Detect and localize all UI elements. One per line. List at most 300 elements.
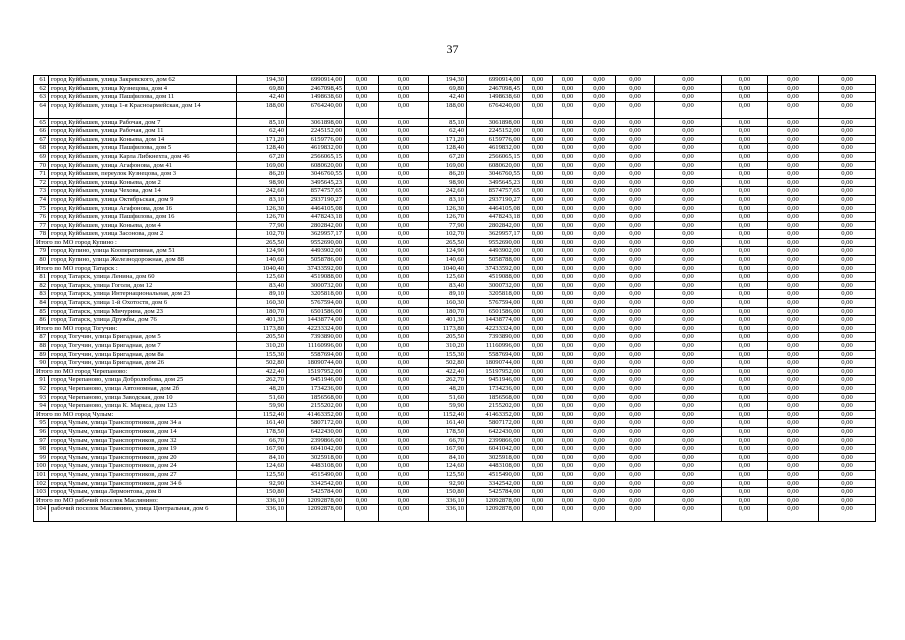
value-cell: 0,00: [345, 299, 379, 308]
row-number: 103: [34, 488, 49, 497]
value-cell: 0,00: [553, 316, 583, 325]
value-cell: 0,00: [616, 195, 655, 204]
value-cell: 0,00: [768, 84, 819, 93]
address-cell: город Тогучин, улица Бригадная, дом 7: [49, 342, 237, 351]
value-cell: 6501586,00: [287, 307, 345, 316]
value-cell: 0,00: [722, 247, 768, 256]
value-cell: 1040,40: [429, 264, 467, 273]
row-number: 66: [34, 127, 49, 136]
value-cell: 0,00: [819, 307, 876, 316]
address-cell: город Куйбышев, улица Засонова, дом 2: [49, 230, 237, 239]
value-cell: 0,00: [819, 436, 876, 445]
value-cell: 0,00: [345, 384, 379, 393]
value-cell: 6501586,00: [467, 307, 523, 316]
value-cell: 6422430,00: [287, 427, 345, 436]
value-cell: 0,00: [583, 256, 616, 265]
value-cell: 0,00: [379, 76, 429, 85]
value-cell: 85,10: [237, 118, 287, 127]
value-cell: 9552690,00: [467, 238, 523, 247]
value-cell: 0,00: [583, 350, 616, 359]
value-cell: 0,00: [379, 393, 429, 402]
row-number: 89: [34, 350, 49, 359]
value-cell: 0,00: [523, 273, 553, 282]
value-cell: 0,00: [722, 316, 768, 325]
value-cell: 0,00: [523, 324, 553, 333]
table-row: [34, 161, 876, 170]
address-cell: город Татарск, улица Гоголя, дом 12: [49, 281, 237, 290]
value-cell: 6764240,00: [467, 101, 523, 118]
value-cell: 0,00: [583, 152, 616, 161]
value-cell: 0,00: [768, 152, 819, 161]
value-cell: 0,00: [819, 238, 876, 247]
row-number: 65: [34, 118, 49, 127]
value-cell: 0,00: [616, 101, 655, 118]
value-cell: 0,00: [553, 127, 583, 136]
row-number: 72: [34, 178, 49, 187]
value-cell: 336,10: [237, 505, 287, 522]
value-cell: 0,00: [722, 178, 768, 187]
value-cell: 85,10: [429, 118, 467, 127]
value-cell: 2566065,15: [467, 152, 523, 161]
value-cell: 0,00: [379, 204, 429, 213]
value-cell: 2802842,00: [467, 221, 523, 230]
value-cell: 0,00: [655, 281, 722, 290]
value-cell: 6990914,00: [287, 76, 345, 85]
value-cell: 2467098,45: [287, 84, 345, 93]
value-cell: 59,90: [237, 402, 287, 411]
value-cell: 0,00: [616, 427, 655, 436]
value-cell: 0,00: [768, 359, 819, 368]
value-cell: 4478243,18: [467, 213, 523, 222]
value-cell: 4493902,00: [467, 247, 523, 256]
value-cell: 0,00: [768, 230, 819, 239]
value-cell: 0,00: [583, 496, 616, 505]
value-cell: 0,00: [819, 290, 876, 299]
value-cell: 0,00: [616, 445, 655, 454]
value-cell: 0,00: [616, 307, 655, 316]
address-cell: город Куйбышев, улица Карла Либкнехта, дом 46: [49, 152, 237, 161]
value-cell: 0,00: [583, 307, 616, 316]
value-cell: 0,00: [345, 479, 379, 488]
value-cell: 0,00: [655, 93, 722, 102]
value-cell: 262,70: [429, 376, 467, 385]
value-cell: 6422430,00: [467, 427, 523, 436]
value-cell: 5767594,00: [287, 299, 345, 308]
address-cell: город Купино, улица Железнодорожная, дом 88: [49, 256, 237, 265]
value-cell: 0,00: [616, 453, 655, 462]
value-cell: 0,00: [345, 178, 379, 187]
table-row: [34, 462, 876, 471]
value-cell: 0,00: [345, 204, 379, 213]
value-cell: 0,00: [345, 462, 379, 471]
value-cell: 0,00: [768, 118, 819, 127]
value-cell: 0,00: [379, 496, 429, 505]
row-number: 74: [34, 195, 49, 204]
total-label: Итого по МО город Чулым:: [34, 410, 237, 419]
value-cell: 0,00: [523, 453, 553, 462]
value-cell: 0,00: [616, 410, 655, 419]
value-cell: 14438774,00: [287, 316, 345, 325]
value-cell: 0,00: [379, 230, 429, 239]
value-cell: 0,00: [616, 290, 655, 299]
value-cell: 69,80: [237, 84, 287, 93]
value-cell: 0,00: [345, 221, 379, 230]
value-cell: 3061898,00: [287, 118, 345, 127]
value-cell: 4483108,00: [467, 462, 523, 471]
value-cell: 0,00: [379, 247, 429, 256]
value-cell: 0,00: [768, 402, 819, 411]
value-cell: 0,00: [345, 419, 379, 428]
value-cell: 0,00: [655, 161, 722, 170]
value-cell: 0,00: [768, 350, 819, 359]
row-number: 78: [34, 230, 49, 239]
row-number: 98: [34, 445, 49, 454]
value-cell: 0,00: [655, 436, 722, 445]
value-cell: 0,00: [819, 479, 876, 488]
value-cell: 0,00: [616, 359, 655, 368]
value-cell: 0,00: [722, 204, 768, 213]
value-cell: 0,00: [379, 195, 429, 204]
value-cell: 0,00: [523, 161, 553, 170]
value-cell: 0,00: [616, 367, 655, 376]
value-cell: 0,00: [819, 376, 876, 385]
value-cell: 336,10: [237, 496, 287, 505]
value-cell: 83,10: [237, 195, 287, 204]
table-row: [34, 93, 876, 102]
value-cell: 6080620,00: [467, 161, 523, 170]
value-cell: 4515490,00: [287, 470, 345, 479]
value-cell: 6041042,00: [287, 445, 345, 454]
value-cell: 0,00: [553, 273, 583, 282]
value-cell: 0,00: [819, 144, 876, 153]
value-cell: 0,00: [583, 204, 616, 213]
value-cell: 0,00: [345, 76, 379, 85]
value-cell: 1152,40: [237, 410, 287, 419]
row-number: 81: [34, 273, 49, 282]
value-cell: 1734236,00: [467, 384, 523, 393]
row-number: 71: [34, 170, 49, 179]
table-row: [34, 76, 876, 85]
value-cell: 0,00: [523, 470, 553, 479]
value-cell: 0,00: [345, 359, 379, 368]
value-cell: 0,00: [553, 359, 583, 368]
value-cell: 0,00: [819, 299, 876, 308]
value-cell: 83,40: [429, 281, 467, 290]
value-cell: 0,00: [553, 410, 583, 419]
value-cell: 3000732,00: [287, 281, 345, 290]
value-cell: 69,80: [429, 84, 467, 93]
value-cell: 0,00: [655, 453, 722, 462]
value-cell: 0,00: [345, 118, 379, 127]
value-cell: 0,00: [553, 247, 583, 256]
value-cell: 0,00: [655, 445, 722, 454]
total-label: Итого по МО город Татарск :: [34, 264, 237, 273]
row-number: 61: [34, 76, 49, 85]
value-cell: 0,00: [819, 161, 876, 170]
value-cell: 0,00: [553, 384, 583, 393]
value-cell: 0,00: [616, 76, 655, 85]
value-cell: 0,00: [379, 93, 429, 102]
value-cell: 0,00: [819, 410, 876, 419]
value-cell: 0,00: [345, 496, 379, 505]
value-cell: 0,00: [553, 204, 583, 213]
value-cell: 124,60: [429, 462, 467, 471]
value-cell: 0,00: [655, 238, 722, 247]
total-label: Итого по МО город Купино :: [34, 238, 237, 247]
value-cell: 2399866,00: [287, 436, 345, 445]
value-cell: 188,00: [429, 101, 467, 118]
value-cell: 0,00: [768, 419, 819, 428]
value-cell: 0,00: [768, 453, 819, 462]
value-cell: 0,00: [583, 178, 616, 187]
value-cell: 67,20: [237, 152, 287, 161]
value-cell: 0,00: [583, 393, 616, 402]
value-cell: 0,00: [768, 213, 819, 222]
value-cell: 0,00: [819, 359, 876, 368]
value-cell: 0,00: [722, 195, 768, 204]
row-number: 97: [34, 436, 49, 445]
value-cell: 0,00: [553, 376, 583, 385]
value-cell: 0,00: [583, 342, 616, 351]
value-cell: 0,00: [379, 488, 429, 497]
value-cell: 0,00: [553, 221, 583, 230]
value-cell: 422,40: [237, 367, 287, 376]
value-cell: 0,00: [583, 135, 616, 144]
value-cell: 0,00: [553, 350, 583, 359]
value-cell: 42,40: [237, 93, 287, 102]
value-cell: 0,00: [553, 479, 583, 488]
value-cell: 0,00: [768, 410, 819, 419]
value-cell: 0,00: [553, 419, 583, 428]
table-row: [34, 273, 876, 282]
table-row: [34, 384, 876, 393]
value-cell: 0,00: [768, 195, 819, 204]
value-cell: 3025918,00: [467, 453, 523, 462]
value-cell: 0,00: [345, 505, 379, 522]
value-cell: 15197952,00: [467, 367, 523, 376]
address-cell: город Куйбышев, улица Коньева, дом 14: [49, 135, 237, 144]
housing-register-table: [33, 75, 876, 522]
value-cell: 0,00: [553, 264, 583, 273]
value-cell: 0,00: [768, 479, 819, 488]
value-cell: 0,00: [379, 419, 429, 428]
value-cell: 0,00: [655, 264, 722, 273]
value-cell: 0,00: [722, 256, 768, 265]
value-cell: 502,80: [237, 359, 287, 368]
value-cell: 51,60: [429, 393, 467, 402]
value-cell: 0,00: [553, 187, 583, 196]
value-cell: 0,00: [722, 299, 768, 308]
table-row: [34, 419, 876, 428]
table-row: [34, 178, 876, 187]
value-cell: 0,00: [655, 195, 722, 204]
value-cell: 0,00: [819, 342, 876, 351]
total-row: [34, 367, 876, 376]
value-cell: 0,00: [345, 264, 379, 273]
value-cell: 0,00: [583, 127, 616, 136]
value-cell: 0,00: [379, 410, 429, 419]
value-cell: 0,00: [379, 479, 429, 488]
value-cell: 0,00: [553, 290, 583, 299]
value-cell: 5807172,00: [467, 419, 523, 428]
value-cell: 0,00: [523, 127, 553, 136]
table-row: [34, 247, 876, 256]
value-cell: 0,00: [655, 393, 722, 402]
value-cell: 169,00: [237, 161, 287, 170]
value-cell: 0,00: [722, 84, 768, 93]
table-row: [34, 170, 876, 179]
value-cell: 66,70: [237, 436, 287, 445]
value-cell: 167,90: [429, 445, 467, 454]
value-cell: 2245152,00: [467, 127, 523, 136]
value-cell: 0,00: [345, 402, 379, 411]
value-cell: 0,00: [379, 427, 429, 436]
value-cell: 0,00: [616, 333, 655, 342]
value-cell: 0,00: [819, 281, 876, 290]
value-cell: 9552690,00: [287, 238, 345, 247]
value-cell: 0,00: [345, 333, 379, 342]
value-cell: 0,00: [523, 445, 553, 454]
value-cell: 5425784,00: [467, 488, 523, 497]
value-cell: 0,00: [819, 419, 876, 428]
value-cell: 86,20: [429, 170, 467, 179]
value-cell: 0,00: [379, 213, 429, 222]
value-cell: 0,00: [345, 127, 379, 136]
value-cell: 0,00: [819, 488, 876, 497]
value-cell: 178,50: [429, 427, 467, 436]
value-cell: 0,00: [583, 281, 616, 290]
table-row: [34, 187, 876, 196]
table-row: [34, 445, 876, 454]
value-cell: 0,00: [655, 247, 722, 256]
value-cell: 0,00: [655, 342, 722, 351]
value-cell: 0,00: [616, 93, 655, 102]
value-cell: 0,00: [345, 187, 379, 196]
value-cell: 171,20: [237, 135, 287, 144]
value-cell: 0,00: [379, 367, 429, 376]
value-cell: 0,00: [768, 238, 819, 247]
value-cell: 0,00: [819, 101, 876, 118]
address-cell: город Татарск, улица Мичурина, дом 23: [49, 307, 237, 316]
value-cell: 0,00: [616, 350, 655, 359]
value-cell: 0,00: [523, 384, 553, 393]
value-cell: 126,30: [429, 204, 467, 213]
value-cell: 126,30: [237, 204, 287, 213]
address-cell: город Купино, улица Кооперативная, дом 51: [49, 247, 237, 256]
value-cell: 0,00: [768, 144, 819, 153]
value-cell: 0,00: [616, 496, 655, 505]
value-cell: 98,90: [429, 178, 467, 187]
value-cell: 0,00: [722, 152, 768, 161]
value-cell: 401,30: [237, 316, 287, 325]
value-cell: 92,90: [429, 479, 467, 488]
value-cell: 4464105,08: [467, 204, 523, 213]
value-cell: 0,00: [379, 436, 429, 445]
value-cell: 0,00: [553, 213, 583, 222]
value-cell: 0,00: [523, 247, 553, 256]
value-cell: 4515490,00: [467, 470, 523, 479]
value-cell: 12092878,00: [467, 505, 523, 522]
value-cell: 77,90: [237, 221, 287, 230]
value-cell: 0,00: [768, 393, 819, 402]
value-cell: 0,00: [768, 427, 819, 436]
value-cell: 4619832,00: [287, 144, 345, 153]
value-cell: 0,00: [583, 427, 616, 436]
value-cell: 0,00: [583, 187, 616, 196]
value-cell: 89,10: [237, 290, 287, 299]
value-cell: 83,40: [237, 281, 287, 290]
value-cell: 0,00: [768, 204, 819, 213]
value-cell: 502,80: [429, 359, 467, 368]
value-cell: 0,00: [553, 402, 583, 411]
value-cell: 6159776,00: [287, 135, 345, 144]
value-cell: 0,00: [655, 221, 722, 230]
value-cell: 41463352,00: [287, 410, 345, 419]
value-cell: 0,00: [655, 230, 722, 239]
value-cell: 0,00: [819, 135, 876, 144]
value-cell: 0,00: [523, 93, 553, 102]
value-cell: 0,00: [379, 135, 429, 144]
value-cell: 0,00: [616, 84, 655, 93]
value-cell: 9451946,00: [287, 376, 345, 385]
value-cell: 0,00: [553, 393, 583, 402]
row-number: 88: [34, 342, 49, 351]
value-cell: 0,00: [553, 84, 583, 93]
value-cell: 0,00: [819, 256, 876, 265]
value-cell: 9451946,00: [467, 376, 523, 385]
table-row: [34, 393, 876, 402]
value-cell: 0,00: [379, 324, 429, 333]
value-cell: 1856568,00: [287, 393, 345, 402]
row-number: 80: [34, 256, 49, 265]
value-cell: 0,00: [583, 221, 616, 230]
table-row: [34, 230, 876, 239]
value-cell: 7393890,00: [287, 333, 345, 342]
value-cell: 0,00: [523, 359, 553, 368]
value-cell: 0,00: [523, 264, 553, 273]
value-cell: 0,00: [722, 445, 768, 454]
value-cell: 0,00: [523, 144, 553, 153]
value-cell: 4464105,08: [287, 204, 345, 213]
value-cell: 0,00: [655, 333, 722, 342]
value-cell: 0,00: [523, 316, 553, 325]
address-cell: город Куйбышев, улица Агафонова, дом 16: [49, 204, 237, 213]
value-cell: 401,30: [429, 316, 467, 325]
value-cell: 6041042,00: [467, 445, 523, 454]
value-cell: 128,40: [429, 144, 467, 153]
address-cell: город Чулым, улица Лермонтова, дом 8: [49, 488, 237, 497]
table-row: [34, 470, 876, 479]
row-number: 90: [34, 359, 49, 368]
value-cell: 3205818,00: [287, 290, 345, 299]
value-cell: 4519088,00: [467, 273, 523, 282]
table-row: [34, 436, 876, 445]
address-cell: город Куйбышев, улица Закревского, дом 62: [49, 76, 237, 85]
value-cell: 0,00: [523, 204, 553, 213]
value-cell: 0,00: [616, 127, 655, 136]
value-cell: 0,00: [655, 367, 722, 376]
value-cell: 0,00: [583, 479, 616, 488]
address-cell: город Тогучин, улица Бригадная, дом 26: [49, 359, 237, 368]
value-cell: 0,00: [722, 496, 768, 505]
value-cell: 0,00: [583, 505, 616, 522]
value-cell: 155,30: [237, 350, 287, 359]
value-cell: 3342542,00: [287, 479, 345, 488]
total-row: [34, 496, 876, 505]
value-cell: 0,00: [722, 127, 768, 136]
value-cell: 0,00: [655, 462, 722, 471]
value-cell: 0,00: [768, 187, 819, 196]
